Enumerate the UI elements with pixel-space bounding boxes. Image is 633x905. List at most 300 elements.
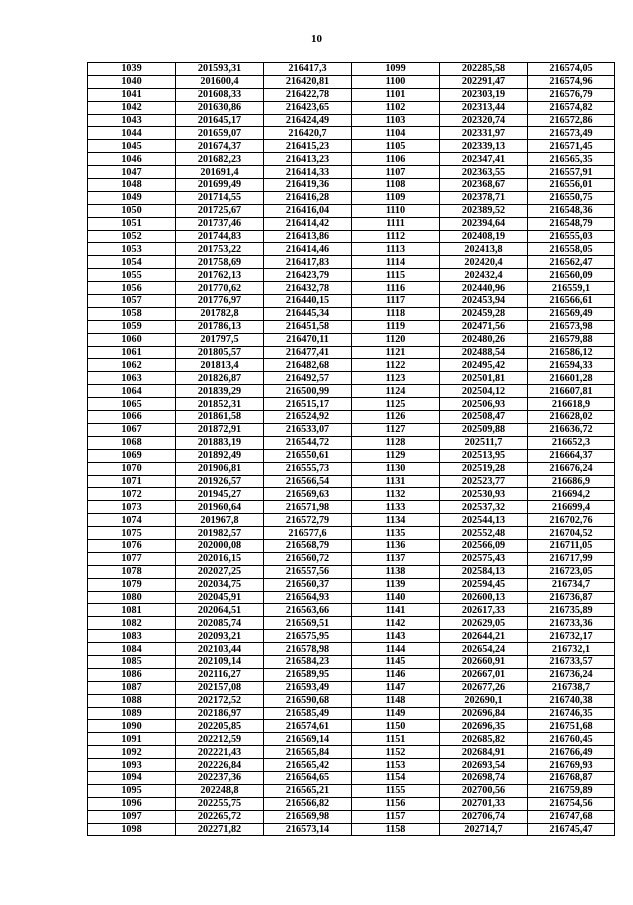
table-row [88, 746, 615, 759]
table-row [88, 282, 615, 295]
x-coordinate-left-cell: 201906,81 [176, 462, 264, 475]
table-row [88, 630, 615, 643]
point-number-right-cell: 1099 [352, 63, 440, 76]
x-coordinate-right-cell: 202378,71 [440, 191, 528, 204]
table-row [88, 784, 615, 797]
y-coordinate-right-cell: 216686,9 [528, 475, 615, 488]
y-coordinate-right-cell: 216702,76 [528, 514, 615, 527]
y-coordinate-right-cell: 216574,05 [528, 63, 615, 76]
x-coordinate-right-cell: 202331,97 [440, 127, 528, 140]
x-coordinate-left-cell: 201699,49 [176, 179, 264, 192]
y-coordinate-right-cell: 216586,12 [528, 346, 615, 359]
page-number: 10 [311, 33, 322, 45]
y-coordinate-left-cell: 216569,51 [264, 617, 352, 630]
x-coordinate-left-cell: 201786,13 [176, 320, 264, 333]
x-coordinate-right-cell: 202594,45 [440, 578, 528, 591]
y-coordinate-left-cell: 216569,63 [264, 488, 352, 501]
table-row [88, 436, 615, 449]
x-coordinate-left-cell: 202157,08 [176, 681, 264, 694]
x-coordinate-right-cell: 202513,95 [440, 449, 528, 462]
y-coordinate-left-cell: 216566,82 [264, 797, 352, 810]
x-coordinate-right-cell: 202511,7 [440, 436, 528, 449]
y-coordinate-left-cell: 216451,58 [264, 320, 352, 333]
x-coordinate-left-cell: 201883,19 [176, 436, 264, 449]
table-row [88, 411, 615, 424]
x-coordinate-right-cell: 202347,41 [440, 153, 528, 166]
table-row [88, 372, 615, 385]
point-number-left-cell: 1040 [88, 75, 176, 88]
point-number-left-cell: 1064 [88, 385, 176, 398]
y-coordinate-right-cell: 216601,28 [528, 372, 615, 385]
point-number-left-cell: 1075 [88, 527, 176, 540]
x-coordinate-left-cell: 201960,64 [176, 501, 264, 514]
table-row [88, 643, 615, 656]
y-coordinate-right-cell: 216556,01 [528, 179, 615, 192]
point-number-left-cell: 1095 [88, 784, 176, 797]
x-coordinate-right-cell: 202698,74 [440, 771, 528, 784]
y-coordinate-right-cell: 216573,49 [528, 127, 615, 140]
y-coordinate-left-cell: 216564,93 [264, 591, 352, 604]
point-number-left-cell: 1074 [88, 514, 176, 527]
x-coordinate-left-cell: 201725,67 [176, 204, 264, 217]
x-coordinate-left-cell: 201892,49 [176, 449, 264, 462]
table-row [88, 617, 615, 630]
x-coordinate-right-cell: 202566,09 [440, 539, 528, 552]
x-coordinate-left-cell: 202172,52 [176, 694, 264, 707]
y-coordinate-right-cell: 216699,4 [528, 501, 615, 514]
x-coordinate-right-cell: 202617,33 [440, 604, 528, 617]
x-coordinate-left-cell: 202103,44 [176, 643, 264, 656]
table-row [88, 63, 615, 76]
x-coordinate-left-cell: 201782,8 [176, 307, 264, 320]
y-coordinate-right-cell: 216557,91 [528, 166, 615, 179]
table-row [88, 88, 615, 101]
table-row [88, 320, 615, 333]
point-number-left-cell: 1083 [88, 630, 176, 643]
y-coordinate-left-cell: 216557,56 [264, 565, 352, 578]
point-number-right-cell: 1142 [352, 617, 440, 630]
point-number-left-cell: 1056 [88, 282, 176, 295]
x-coordinate-left-cell: 202109,14 [176, 655, 264, 668]
y-coordinate-right-cell: 216736,24 [528, 668, 615, 681]
y-coordinate-right-cell: 216676,24 [528, 462, 615, 475]
x-coordinate-left-cell: 201593,31 [176, 63, 264, 76]
x-coordinate-left-cell: 201813,4 [176, 359, 264, 372]
point-number-left-cell: 1076 [88, 539, 176, 552]
y-coordinate-right-cell: 216574,82 [528, 101, 615, 114]
point-number-right-cell: 1150 [352, 720, 440, 733]
y-coordinate-left-cell: 216566,54 [264, 475, 352, 488]
table-row [88, 514, 615, 527]
x-coordinate-right-cell: 202684,91 [440, 746, 528, 759]
y-coordinate-left-cell: 216569,14 [264, 733, 352, 746]
y-coordinate-right-cell: 216628,02 [528, 411, 615, 424]
table-row [88, 243, 615, 256]
point-number-right-cell: 1132 [352, 488, 440, 501]
point-number-left-cell: 1068 [88, 436, 176, 449]
table-row [88, 127, 615, 140]
table-row [88, 668, 615, 681]
point-number-right-cell: 1154 [352, 771, 440, 784]
y-coordinate-right-cell: 216735,89 [528, 604, 615, 617]
y-coordinate-left-cell: 216440,15 [264, 295, 352, 308]
x-coordinate-right-cell: 202501,81 [440, 372, 528, 385]
y-coordinate-right-cell: 216747,68 [528, 810, 615, 823]
y-coordinate-right-cell: 216733,36 [528, 617, 615, 630]
x-coordinate-left-cell: 201839,29 [176, 385, 264, 398]
point-number-right-cell: 1111 [352, 217, 440, 230]
point-number-right-cell: 1138 [352, 565, 440, 578]
point-number-left-cell: 1045 [88, 140, 176, 153]
point-number-right-cell: 1137 [352, 552, 440, 565]
x-coordinate-left-cell: 201926,57 [176, 475, 264, 488]
x-coordinate-left-cell: 201645,17 [176, 114, 264, 127]
point-number-left-cell: 1092 [88, 746, 176, 759]
y-coordinate-left-cell: 216571,98 [264, 501, 352, 514]
point-number-left-cell: 1073 [88, 501, 176, 514]
point-number-left-cell: 1067 [88, 423, 176, 436]
point-number-left-cell: 1060 [88, 333, 176, 346]
x-coordinate-left-cell: 202085,74 [176, 617, 264, 630]
y-coordinate-left-cell: 216572,79 [264, 514, 352, 527]
point-number-left-cell: 1096 [88, 797, 176, 810]
y-coordinate-right-cell: 216751,68 [528, 720, 615, 733]
point-number-right-cell: 1129 [352, 449, 440, 462]
point-number-left-cell: 1051 [88, 217, 176, 230]
point-number-left-cell: 1053 [88, 243, 176, 256]
point-number-right-cell: 1157 [352, 810, 440, 823]
x-coordinate-left-cell: 202255,75 [176, 797, 264, 810]
x-coordinate-right-cell: 202506,93 [440, 398, 528, 411]
x-coordinate-left-cell: 201630,86 [176, 101, 264, 114]
y-coordinate-left-cell: 216413,86 [264, 230, 352, 243]
point-number-left-cell: 1090 [88, 720, 176, 733]
x-coordinate-left-cell: 201982,57 [176, 527, 264, 540]
point-number-right-cell: 1153 [352, 759, 440, 772]
point-number-left-cell: 1069 [88, 449, 176, 462]
point-number-right-cell: 1104 [352, 127, 440, 140]
x-coordinate-right-cell: 202700,56 [440, 784, 528, 797]
y-coordinate-right-cell: 216704,52 [528, 527, 615, 540]
point-number-left-cell: 1094 [88, 771, 176, 784]
y-coordinate-right-cell: 216594,33 [528, 359, 615, 372]
point-number-right-cell: 1133 [352, 501, 440, 514]
x-coordinate-right-cell: 202519,28 [440, 462, 528, 475]
x-coordinate-right-cell: 202530,93 [440, 488, 528, 501]
point-number-right-cell: 1158 [352, 823, 440, 836]
x-coordinate-left-cell: 202205,85 [176, 720, 264, 733]
point-number-left-cell: 1084 [88, 643, 176, 656]
point-number-left-cell: 1055 [88, 269, 176, 282]
x-coordinate-left-cell: 202034,75 [176, 578, 264, 591]
x-coordinate-right-cell: 202509,88 [440, 423, 528, 436]
y-coordinate-right-cell: 216579,88 [528, 333, 615, 346]
y-coordinate-left-cell: 216544,72 [264, 436, 352, 449]
point-number-left-cell: 1098 [88, 823, 176, 836]
x-coordinate-right-cell: 202408,19 [440, 230, 528, 243]
x-coordinate-left-cell: 201659,07 [176, 127, 264, 140]
point-number-right-cell: 1125 [352, 398, 440, 411]
x-coordinate-left-cell: 201600,4 [176, 75, 264, 88]
table-row [88, 307, 615, 320]
y-coordinate-left-cell: 216419,36 [264, 179, 352, 192]
y-coordinate-right-cell: 216555,03 [528, 230, 615, 243]
point-number-right-cell: 1113 [352, 243, 440, 256]
point-number-right-cell: 1147 [352, 681, 440, 694]
x-coordinate-left-cell: 202064,51 [176, 604, 264, 617]
x-coordinate-right-cell: 202523,77 [440, 475, 528, 488]
point-number-right-cell: 1141 [352, 604, 440, 617]
y-coordinate-right-cell: 216664,37 [528, 449, 615, 462]
x-coordinate-left-cell: 201776,97 [176, 295, 264, 308]
y-coordinate-left-cell: 216477,41 [264, 346, 352, 359]
point-number-right-cell: 1116 [352, 282, 440, 295]
point-number-right-cell: 1103 [352, 114, 440, 127]
x-coordinate-right-cell: 202440,96 [440, 282, 528, 295]
table-row [88, 527, 615, 540]
x-coordinate-right-cell: 202413,8 [440, 243, 528, 256]
table-row [88, 771, 615, 784]
y-coordinate-right-cell: 216574,96 [528, 75, 615, 88]
x-coordinate-right-cell: 202685,82 [440, 733, 528, 746]
point-number-right-cell: 1117 [352, 295, 440, 308]
y-coordinate-right-cell: 216569,49 [528, 307, 615, 320]
point-number-left-cell: 1050 [88, 204, 176, 217]
x-coordinate-right-cell: 202701,33 [440, 797, 528, 810]
x-coordinate-left-cell: 202221,43 [176, 746, 264, 759]
y-coordinate-left-cell: 216515,17 [264, 398, 352, 411]
y-coordinate-left-cell: 216414,46 [264, 243, 352, 256]
y-coordinate-right-cell: 216636,72 [528, 423, 615, 436]
x-coordinate-right-cell: 202706,74 [440, 810, 528, 823]
point-number-right-cell: 1101 [352, 88, 440, 101]
table-row [88, 655, 615, 668]
x-coordinate-left-cell: 201762,13 [176, 269, 264, 282]
y-coordinate-left-cell: 216593,49 [264, 681, 352, 694]
y-coordinate-right-cell: 216566,61 [528, 295, 615, 308]
y-coordinate-right-cell: 216769,93 [528, 759, 615, 772]
table-row [88, 114, 615, 127]
x-coordinate-left-cell: 202271,82 [176, 823, 264, 836]
y-coordinate-left-cell: 216585,49 [264, 707, 352, 720]
y-coordinate-right-cell: 216573,98 [528, 320, 615, 333]
y-coordinate-left-cell: 216470,11 [264, 333, 352, 346]
y-coordinate-right-cell: 216562,47 [528, 256, 615, 269]
x-coordinate-left-cell: 201770,62 [176, 282, 264, 295]
y-coordinate-right-cell: 216652,3 [528, 436, 615, 449]
point-number-left-cell: 1082 [88, 617, 176, 630]
point-number-right-cell: 1140 [352, 591, 440, 604]
point-number-right-cell: 1124 [352, 385, 440, 398]
x-coordinate-left-cell: 201753,22 [176, 243, 264, 256]
point-number-right-cell: 1105 [352, 140, 440, 153]
x-coordinate-right-cell: 202420,4 [440, 256, 528, 269]
y-coordinate-right-cell: 216759,89 [528, 784, 615, 797]
point-number-left-cell: 1071 [88, 475, 176, 488]
point-number-right-cell: 1100 [352, 75, 440, 88]
table-row [88, 256, 615, 269]
point-number-right-cell: 1123 [352, 372, 440, 385]
point-number-left-cell: 1081 [88, 604, 176, 617]
point-number-right-cell: 1108 [352, 179, 440, 192]
y-coordinate-right-cell: 216732,17 [528, 630, 615, 643]
y-coordinate-left-cell: 216564,65 [264, 771, 352, 784]
x-coordinate-right-cell: 202285,58 [440, 63, 528, 76]
x-coordinate-left-cell: 201691,4 [176, 166, 264, 179]
table-row [88, 810, 615, 823]
y-coordinate-right-cell: 216572,86 [528, 114, 615, 127]
y-coordinate-left-cell: 216560,72 [264, 552, 352, 565]
y-coordinate-left-cell: 216432,78 [264, 282, 352, 295]
y-coordinate-right-cell: 216559,1 [528, 282, 615, 295]
y-coordinate-left-cell: 216574,61 [264, 720, 352, 733]
y-coordinate-right-cell: 216711,05 [528, 539, 615, 552]
y-coordinate-right-cell: 216760,45 [528, 733, 615, 746]
table-row [88, 153, 615, 166]
point-number-left-cell: 1089 [88, 707, 176, 720]
coordinates-table [87, 62, 615, 836]
x-coordinate-left-cell: 202000,08 [176, 539, 264, 552]
point-number-left-cell: 1063 [88, 372, 176, 385]
y-coordinate-right-cell: 216745,47 [528, 823, 615, 836]
y-coordinate-right-cell: 216548,36 [528, 204, 615, 217]
table-row [88, 166, 615, 179]
table-row [88, 539, 615, 552]
point-number-right-cell: 1134 [352, 514, 440, 527]
table-row [88, 565, 615, 578]
x-coordinate-right-cell: 202660,91 [440, 655, 528, 668]
point-number-right-cell: 1112 [352, 230, 440, 243]
table-row [88, 359, 615, 372]
x-coordinate-right-cell: 202471,56 [440, 320, 528, 333]
y-coordinate-left-cell: 216416,28 [264, 191, 352, 204]
y-coordinate-right-cell: 216548,79 [528, 217, 615, 230]
point-number-left-cell: 1065 [88, 398, 176, 411]
x-coordinate-left-cell: 201861,58 [176, 411, 264, 424]
table-row [88, 604, 615, 617]
point-number-right-cell: 1149 [352, 707, 440, 720]
point-number-right-cell: 1109 [352, 191, 440, 204]
table-row [88, 230, 615, 243]
table-row [88, 75, 615, 88]
point-number-left-cell: 1077 [88, 552, 176, 565]
point-number-right-cell: 1110 [352, 204, 440, 217]
x-coordinate-left-cell: 201674,37 [176, 140, 264, 153]
y-coordinate-left-cell: 216573,14 [264, 823, 352, 836]
table-row [88, 578, 615, 591]
x-coordinate-right-cell: 202696,35 [440, 720, 528, 733]
y-coordinate-right-cell: 216723,05 [528, 565, 615, 578]
y-coordinate-right-cell: 216766,49 [528, 746, 615, 759]
point-number-left-cell: 1078 [88, 565, 176, 578]
x-coordinate-right-cell: 202504,12 [440, 385, 528, 398]
table-row [88, 501, 615, 514]
point-number-left-cell: 1072 [88, 488, 176, 501]
point-number-left-cell: 1086 [88, 668, 176, 681]
point-number-left-cell: 1061 [88, 346, 176, 359]
table-row [88, 707, 615, 720]
point-number-right-cell: 1102 [352, 101, 440, 114]
point-number-left-cell: 1058 [88, 307, 176, 320]
table-row [88, 759, 615, 772]
point-number-left-cell: 1070 [88, 462, 176, 475]
y-coordinate-left-cell: 216420,81 [264, 75, 352, 88]
point-number-left-cell: 1043 [88, 114, 176, 127]
y-coordinate-right-cell: 216565,35 [528, 153, 615, 166]
table-row [88, 488, 615, 501]
point-number-left-cell: 1048 [88, 179, 176, 192]
x-coordinate-right-cell: 202495,42 [440, 359, 528, 372]
x-coordinate-left-cell: 202212,59 [176, 733, 264, 746]
x-coordinate-right-cell: 202696,84 [440, 707, 528, 720]
point-number-left-cell: 1039 [88, 63, 176, 76]
y-coordinate-left-cell: 216415,23 [264, 140, 352, 153]
x-coordinate-right-cell: 202575,43 [440, 552, 528, 565]
table-row [88, 462, 615, 475]
point-number-right-cell: 1115 [352, 269, 440, 282]
x-coordinate-right-cell: 202363,55 [440, 166, 528, 179]
table-row [88, 552, 615, 565]
y-coordinate-right-cell: 216733,57 [528, 655, 615, 668]
point-number-right-cell: 1143 [352, 630, 440, 643]
point-number-left-cell: 1042 [88, 101, 176, 114]
y-coordinate-left-cell: 216424,49 [264, 114, 352, 127]
point-number-left-cell: 1088 [88, 694, 176, 707]
point-number-right-cell: 1146 [352, 668, 440, 681]
x-coordinate-left-cell: 202248,8 [176, 784, 264, 797]
x-coordinate-right-cell: 202714,7 [440, 823, 528, 836]
x-coordinate-left-cell: 202237,36 [176, 771, 264, 784]
point-number-left-cell: 1047 [88, 166, 176, 179]
x-coordinate-left-cell: 201797,5 [176, 333, 264, 346]
y-coordinate-left-cell: 216423,79 [264, 269, 352, 282]
y-coordinate-left-cell: 216423,65 [264, 101, 352, 114]
y-coordinate-left-cell: 216584,23 [264, 655, 352, 668]
x-coordinate-left-cell: 201945,27 [176, 488, 264, 501]
point-number-right-cell: 1120 [352, 333, 440, 346]
x-coordinate-right-cell: 202508,47 [440, 411, 528, 424]
point-number-left-cell: 1057 [88, 295, 176, 308]
y-coordinate-left-cell: 216565,84 [264, 746, 352, 759]
y-coordinate-left-cell: 216578,98 [264, 643, 352, 656]
y-coordinate-right-cell: 216768,87 [528, 771, 615, 784]
point-number-left-cell: 1066 [88, 411, 176, 424]
y-coordinate-left-cell: 216563,66 [264, 604, 352, 617]
y-coordinate-left-cell: 216575,95 [264, 630, 352, 643]
y-coordinate-right-cell: 216607,81 [528, 385, 615, 398]
point-number-right-cell: 1148 [352, 694, 440, 707]
x-coordinate-right-cell: 202629,05 [440, 617, 528, 630]
point-number-left-cell: 1080 [88, 591, 176, 604]
point-number-left-cell: 1079 [88, 578, 176, 591]
y-coordinate-right-cell: 216738,7 [528, 681, 615, 694]
point-number-left-cell: 1049 [88, 191, 176, 204]
y-coordinate-left-cell: 216500,99 [264, 385, 352, 398]
x-coordinate-left-cell: 201737,46 [176, 217, 264, 230]
y-coordinate-left-cell: 216565,42 [264, 759, 352, 772]
table-row [88, 217, 615, 230]
point-number-left-cell: 1054 [88, 256, 176, 269]
point-number-right-cell: 1144 [352, 643, 440, 656]
point-number-left-cell: 1044 [88, 127, 176, 140]
x-coordinate-left-cell: 201714,55 [176, 191, 264, 204]
x-coordinate-right-cell: 202667,01 [440, 668, 528, 681]
point-number-left-cell: 1062 [88, 359, 176, 372]
x-coordinate-right-cell: 202690,1 [440, 694, 528, 707]
x-coordinate-right-cell: 202432,4 [440, 269, 528, 282]
x-coordinate-left-cell: 202027,25 [176, 565, 264, 578]
table-row [88, 140, 615, 153]
